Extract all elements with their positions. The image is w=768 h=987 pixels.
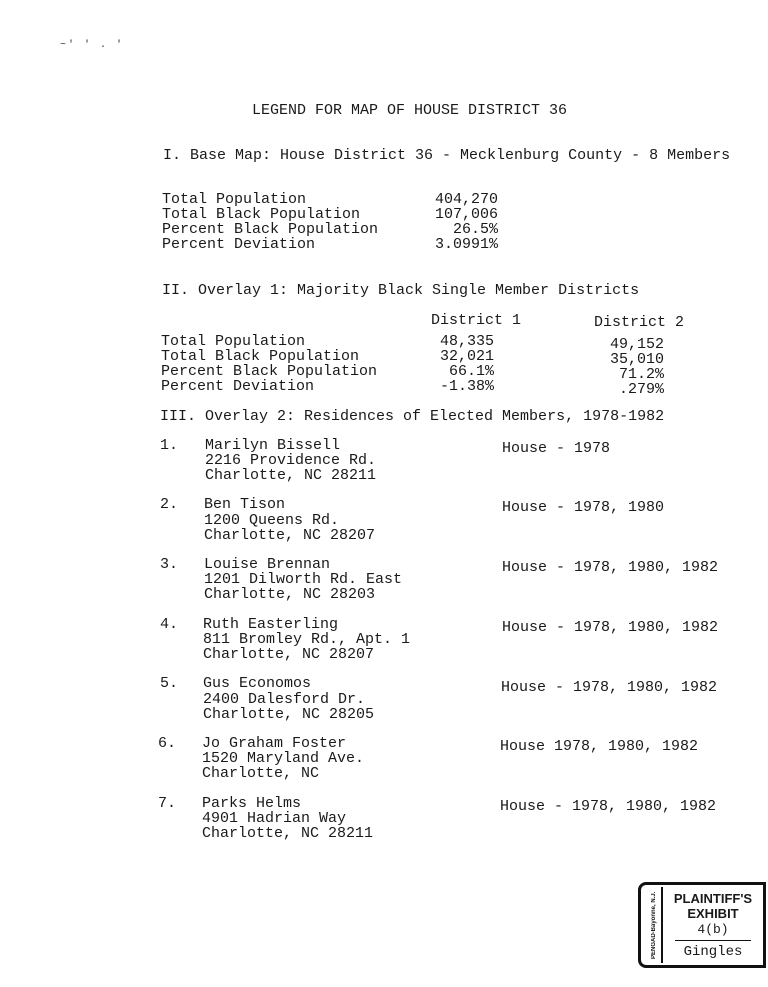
member-street: 4901 Hadrian Way [202,810,347,827]
column-header-district2: District 2 [594,314,685,331]
member-name: Parks Helms [202,795,302,812]
member-city: Charlotte, NC 28207 [204,527,376,544]
member-service: House 1978, 1980, 1982 [500,738,699,755]
member-number: 4. [160,616,179,633]
exhibit-case-name: Gingles [683,944,743,960]
s2-label-total-pop: Total Population [161,333,306,350]
section2-heading: II. Overlay 1: Majority Black Single Member Districts [162,282,640,299]
member-service: House - 1978, 1980, 1982 [502,559,719,576]
s1-value-pct-black: 26.5% [452,221,498,238]
s2-d1-total-pop: 48,335 [439,333,494,350]
s1-label-black-pop: Total Black Population [162,206,361,223]
s1-value-black-pop: 107,006 [434,206,498,223]
member-city: Charlotte, NC 28211 [202,825,374,842]
member-number: 6. [158,735,177,752]
s1-value-total-pop: 404,270 [434,191,498,208]
member-number: 2. [160,496,179,513]
s1-value-pct-dev: 3.0991% [434,236,498,253]
s1-label-pct-black: Percent Black Population [162,221,379,238]
s2-d2-pct-black: 71.2% [618,366,664,383]
member-city: Charlotte, NC 28211 [205,467,377,484]
member-street: 1200 Queens Rd. [204,512,340,529]
section3-heading: III. Overlay 2: Residences of Elected Members, 1978-1982 [160,408,665,425]
member-street: 2400 Dalesford Dr. [203,691,366,708]
s2-label-pct-dev: Percent Deviation [161,378,315,395]
handwritten-mark: ~' ' . ' [60,40,125,51]
member-city: Charlotte, NC 28205 [203,706,375,723]
exhibit-underline [675,940,751,941]
exhibit-label-line1: PLAINTIFF'S [673,891,753,906]
member-number: 7. [158,795,177,812]
member-service: House - 1978, 1980, 1982 [501,679,718,696]
page-title: LEGEND FOR MAP OF HOUSE DISTRICT 36 [252,102,568,119]
s2-label-black-pop: Total Black Population [161,348,360,365]
section1-heading: I. Base Map: House District 36 - Mecklenburg County - 8 Members [163,147,731,164]
member-name: Jo Graham Foster [202,735,347,752]
member-name: Gus Economos [203,675,312,692]
s2-d1-pct-dev: -1.38% [439,378,494,395]
exhibit-sticker [638,882,766,968]
exhibit-label [667,891,759,921]
member-number: 1. [160,437,179,454]
s2-d1-pct-black: 66.1% [448,363,494,380]
member-city: Charlotte, NC 28207 [203,646,375,663]
exhibit-number: 4(b) [697,922,729,937]
member-street: 1520 Maryland Ave. [202,750,365,767]
member-street: 811 Bromley Rd., Apt. 1 [203,631,411,648]
s2-d1-black-pop: 32,021 [439,348,494,365]
member-name: Ben Tison [204,496,286,513]
member-service: House - 1978, 1980, 1982 [502,619,719,636]
member-service: House - 1978, 1980, 1982 [500,798,717,815]
member-city: Charlotte, NC [202,765,320,782]
member-service: House - 1978 [502,440,611,457]
member-service: House - 1978, 1980 [502,499,665,516]
s1-label-total-pop: Total Population [162,191,307,208]
member-city: Charlotte, NC 28203 [204,586,376,603]
member-name: Marilyn Bissell [205,437,341,454]
s2-label-pct-black: Percent Black Population [161,363,378,380]
member-name: Ruth Easterling [203,616,339,633]
exhibit-divider [661,887,663,963]
s1-label-pct-dev: Percent Deviation [162,236,316,253]
column-header-district1: District 1 [431,312,522,329]
member-name: Louise Brennan [204,556,331,573]
s2-d2-total-pop: 49,152 [609,336,664,353]
member-street: 1201 Dilworth Rd. East [204,571,403,588]
s2-d2-pct-dev: .279% [618,381,664,398]
s2-d2-black-pop: 35,010 [609,351,664,368]
exhibit-label-line2: EXHIBIT [687,906,739,921]
member-number: 5. [160,675,179,692]
exhibit-side-text: PENGAD-Bayonne, N.J. [651,891,657,959]
member-street: 2216 Providence Rd. [205,452,377,469]
member-number: 3. [160,556,179,573]
